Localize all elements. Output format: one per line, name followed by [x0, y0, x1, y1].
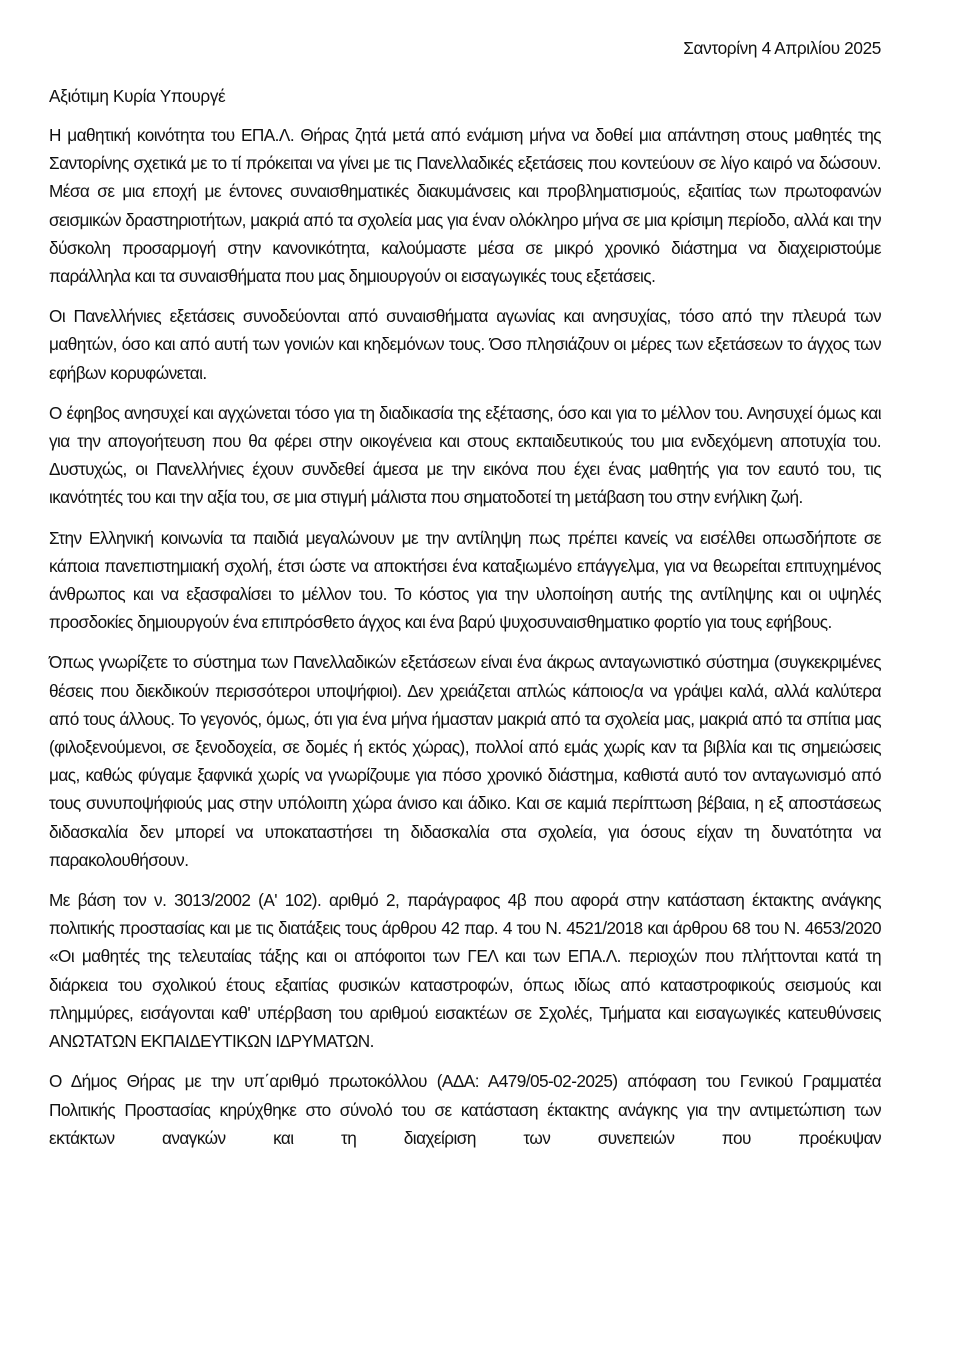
letter-salutation: Αξιότιμη Κυρία Υπουργέ [49, 86, 226, 106]
paragraph-competitive-system: Όπως γνωρίζετε το σύστημα των Πανελλαδικών εξετάσεων είναι ένα άκρως ανταγωνιστικό σύστημα (συγκεκριμένες θέσεις που διεκδικούν περισσότεροι υποψήφιοι). Δεν χρειάζεται απλώς κάποιος/α να γράψει καλά, αλλά καλύτερα από τους άλλους. Το γεγονός, όμως, ότι για ένα μήνα ήμασταν μακριά από τα σχολεία μας, μακριά από τα σπίτια μας (φιλοξενούμενοι, σε ξενοδοχεία, σε δομές ή εκτός χώρας), πολλοί από εμάς χωρίς καν τα βιβλία και τις σημειώσεις μας, καθώς φύγαμε ξαφνικά χωρίς να γνωρίζουμε για πόσο χρονικό διάστημα, καθιστά αυτό τον ανταγωνισμό από τους συνυποψήφιούς μας στην υπόλοιπη χώρα άνισο και άδικο. Και σε καμιά περίπτωση βέβαια, η εξ αποστάσεως διδασκαλία δεν μπορεί να υποκαταστήσει τη διδασκαλία στα σχολεία, για όσους είχαν τη δυνατότητα να παρακολουθήσουν. [49, 652, 881, 870]
paragraph-legal-basis: Με βάση τον ν. 3013/2002 (Α' 102). αριθμό 2, παράγραφος 4β που αφορά στην κατάσταση έκτακτης ανάγκης πολιτικής προστασίας και με τις διατάξεις τους άρθρου 42 παρ. 4 του Ν. 4521/2018 και άρθρου 68 του Ν. 4653/2020 «Οι μαθητές της τελευταίας τάξης και οι απόφοιτοι των ΓΕΛ και των ΕΠΑ.Λ. περιοχών που πλήττονται κατά τη διάρκεια του σχολικού έτους εξαιτίας φυσικών καταστροφών, όπως ιδίως από καταστροφικούς σεισμούς και πλημμύρες, εισάγονται καθ' υπέρβαση του αριθμού εισακτέων σε Σχολές, Τμήματα και εισαγωγικές κατευθύνσεις ΑΝΩΤΑΤΩΝ ΕΚΠΑΙΔΕΥΤΙΚΩΝ ΙΔΡΥΜΑΤΩΝ. [49, 890, 881, 1052]
paragraph-request: Η μαθητική κοινότητα του ΕΠΑ.Λ. Θήρας ζητά μετά από ενάμιση μήνα να δοθεί μια απάντηση στους μαθητές της Σαντορίνης σχετικά με το τί πρόκειται να γίνει με τις Πανελλαδικές εξετάσεις που κοντεύουν σε λίγο καιρό να δώσουν. Μέσα σε μια εποχή με έντονες συναισθηματικές διακυμάνσεις και προβληματισμούς, εξαιτίας των πρωτοφανών σεισμικών δραστηριοτήτων, μακριά από τα σχολεία μας για έναν ολόκληρο μήνα σε μια κρίσιμη περίοδο, αλλά και την δύσκολη προσαρμογή στην κανονικότητα, καλούμαστε μέσα σε μικρό χρονικό διάστημα να διαχειριστούμε παράλληλα και τα συναισθήματα που μας δημιουργούν οι εισαγωγικές τους εξετάσεις. [49, 125, 881, 287]
paragraph-emergency-declaration: Ο Δήμος Θήρας με την υπ΄αριθμό πρωτοκόλλου (ΑΔΑ: Α479/05-02-2025) απόφαση του Γενικού Γραμματέα Πολιτικής Προστασίας κηρύχθηκε στο σύνολό του σε κατάσταση έκτακτης ανάγκης για την αντιμετώπιση των εκτάκτων αναγκών και τη διαχείριση των συνεπειών που προέκυψαν [49, 1071, 881, 1148]
paragraph-exam-anxiety: Οι Πανελλήνιες εξετάσεις συνοδεύονται από συναισθήματα αγωνίας και ανησυχίας, τόσο από την πλευρά των μαθητών, όσο και από αυτή των γονιών και κηδεμόνων τους. Όσο πλησιάζουν οι μέρες των εξετάσεων το άγχος των εφήβων κορυφώνεται. [49, 306, 881, 383]
paragraph-adolescent-worry: Ο έφηβος ανησυχεί και αγχώνεται τόσο για τη διαδικασία της εξέτασης, όσο και για το μέλλον του. Ανησυχεί όμως και για την απογοήτευση που θα φέρει στην οικογένεια και στους εκπαιδευτικούς του μια ενδεχόμενη αποτυχία του. Δυστυχώς, οι Πανελλήνιες έχουν συνδεθεί άμεσα με την εικόνα που έχει ένας μαθητής για τον εαυτό του, τις ικανότητές του και την αξία του, σε μια στιγμή μάλιστα που σηματοδοτεί τη μετάβαση του στην ενήλικη ζωή. [49, 402, 881, 508]
paragraph-greek-society: Στην Ελληνική κοινωνία τα παιδιά μεγαλώνουν με την αντίληψη πως πρέπει κανείς να εισέλθει οπωσδήποτε σε κάποια πανεπιστημιακή σχολή, έτσι ώστε να αποκτήσει ένα καταξιωμένο επάγγελμα, για να θεωρείται επιτυχημένος άνθρωπος και να εξασφαλίσει το μέλλον του. Το κόστος για την υλοποίηση αυτής της αντίληψης και οι υψηλές προσδοκίες δημιουργούν ένα επιπρόσθετο άγχος και ένα βαρύ ψυχοσυναισθηματικο φορτίο για τους εφήβους. [49, 527, 881, 633]
letter-body [49, 121, 881, 1164]
letter-date: Σαντορίνη 4 Απριλίου 2025 [683, 38, 881, 58]
